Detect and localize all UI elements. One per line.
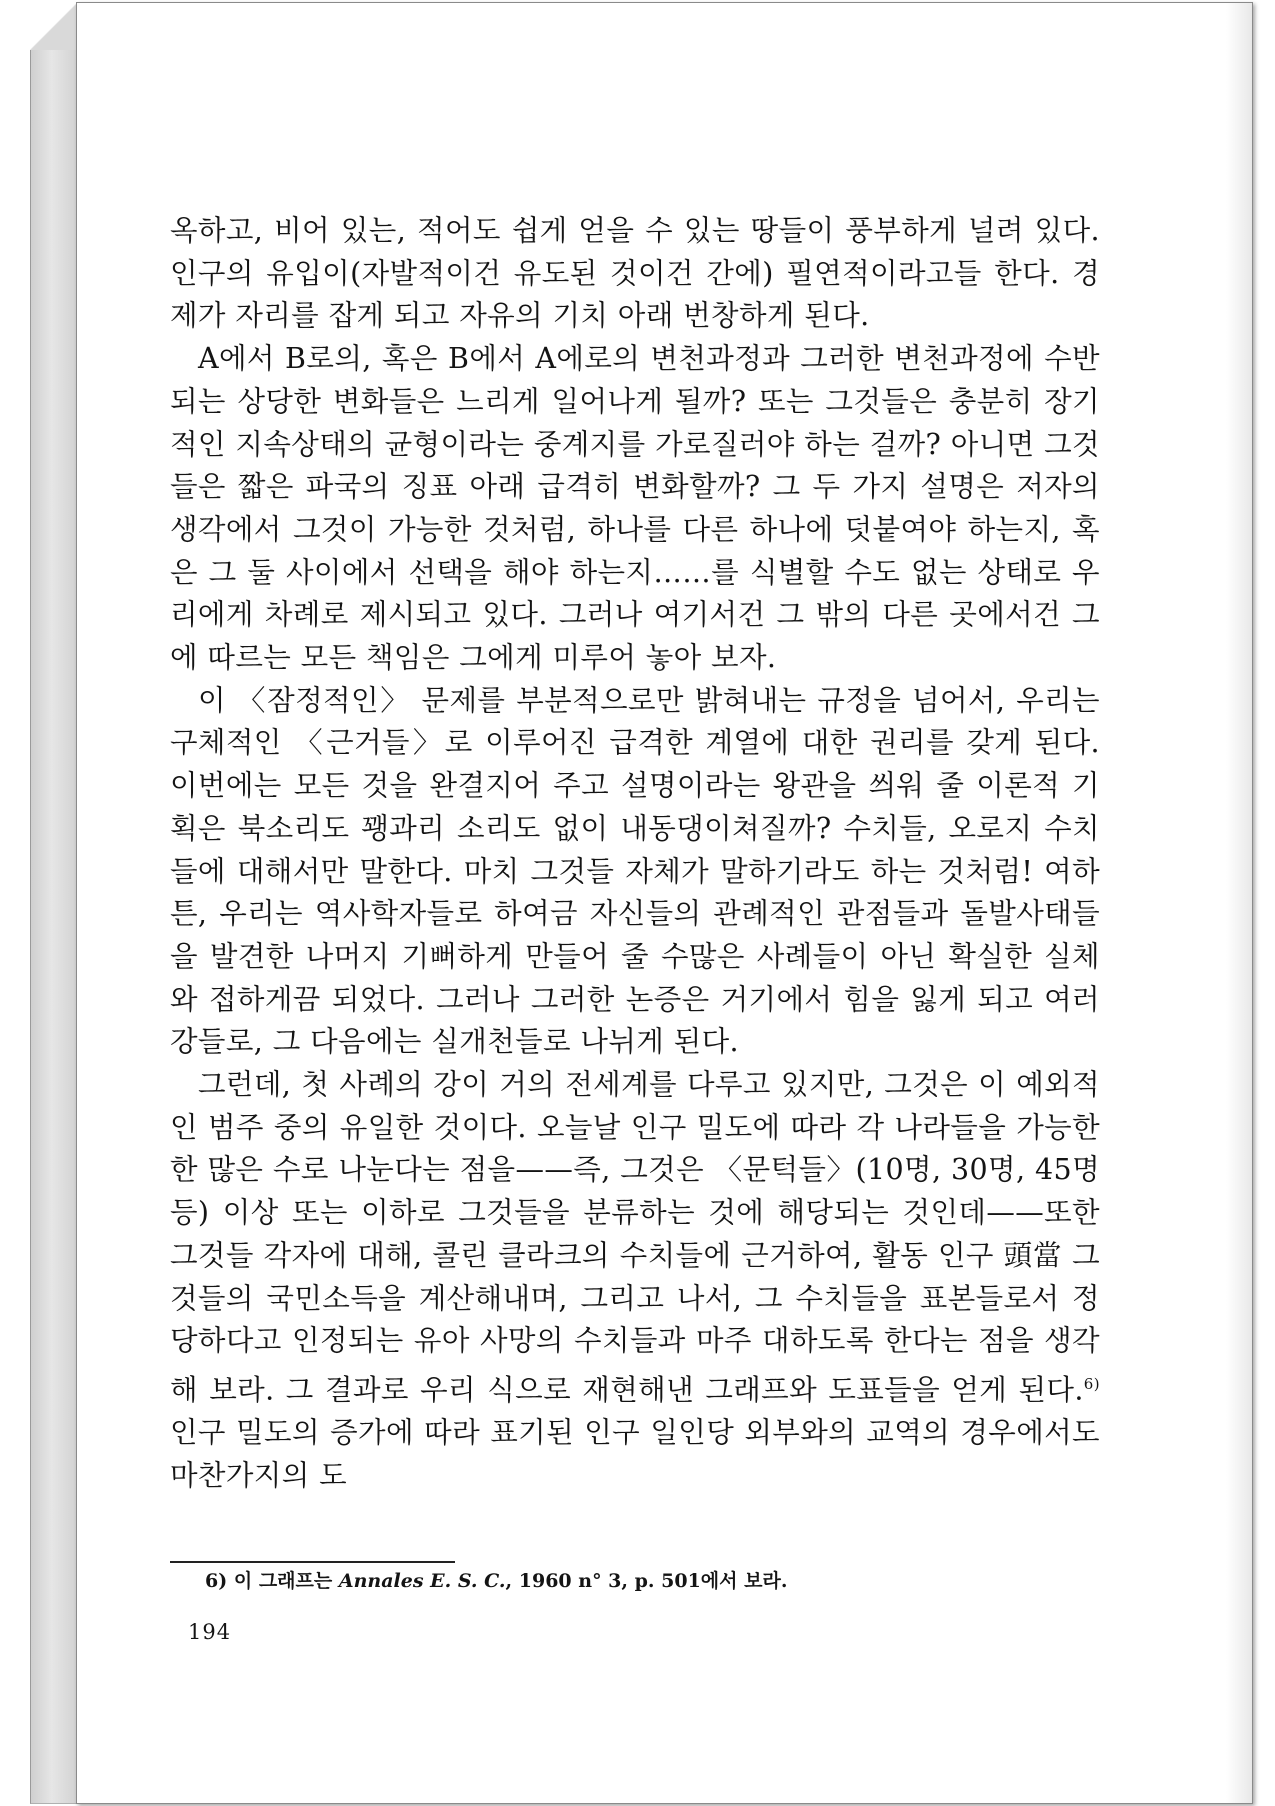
book-spine-corner	[30, 4, 76, 50]
paragraph-2: A에서 B로의, 혹은 B에서 A에로의 변천과정과 그러한 변천과정에 수반되는 상당한 변화들은 느리게 일어나게 될까? 또는 그것들은 충분히 장기적인 지속상태의 균형이라는 중계지를 가로질러야 하는 걸까? 아니면 그것들은 짧은 파국의 징표 아래 급격히 변화할까? 그 두 가지 설명은 저자의 생각에서 그것이 가능한 것처럼, 하나를 다른 하나에 덧붙여야 하는지, 혹은 그 둘 사이에서 선택을 해야 하는지……를 식별할 수도 없는 상태로 우리에게 차례로 제시되고 있다. 그러나 여기서건 그 밖의 다른 곳에서건 그에 따르는 모든 책임은 그에게 미루어 놓아 보자.	[170, 342, 1100, 675]
paragraph-4	[170, 1064, 1100, 1498]
paragraph-1: 옥하고, 비어 있는, 적어도 쉽게 얻을 수 있는 땅들이 풍부하게 널려 있다. 인구의 유입이(자발적이건 유도된 것이건 간에) 필연적이라고들 한다. 경제가 자리를 잡게 되고 자유의 기치 아래 번창하게 된다.	[170, 214, 1100, 333]
footnote-reference: 6)	[1083, 1374, 1100, 1393]
footnote-divider	[170, 1561, 455, 1563]
paragraph-4-text: 그런데, 첫 사례의 강이 거의 전세계를 다루고 있지만, 그것은 이 예외적인 범주 중의 유일한 것이다. 오늘날 인구 밀도에 따라 각 나라들을 가능한 한 많은 수로 나눈다는 점을——즉, 그것은 〈문턱들〉(10명, 30명, 45명 등) 이상 또는 이하로 그것들을 분류하는 것에 해당되는 것인데——또한 그것들 각자에 대해, 콜린 클라크의 수치들에 근거하여, 활동 인구 頭當 그것들의 국민소득을 계산해내며, 그리고 나서, 그 수치들을 표본들로서 정당하다고 인정되는 유아 사망의 수치들과 마주 대하도록 한다는 점을 생각해 보라. 그 결과로 우리 식으로 재현해낸 그래프와 도표들을 얻게 된다.	[170, 1068, 1100, 1407]
paragraph-4-continued: 인구 밀도의 증가에 따라 표기된 인구 일인당 외부와의 교역의 경우에서도 마찬가지의 도	[170, 1416, 1100, 1492]
body-text	[170, 210, 1100, 1498]
footnote-journal-title: Annales E. S. C.	[338, 1570, 506, 1592]
book-spine	[30, 4, 77, 1804]
footnote-citation: , 1960 n° 3, p. 501에서 보라.	[505, 1570, 788, 1592]
footnote	[205, 1566, 1085, 1596]
paragraph-3: 이 〈잠정적인〉 문제를 부분적으로만 밝혀내는 규정을 넘어서, 우리는 구체적인 〈근거들〉로 이루어진 급격한 계열에 대한 권리를 갖게 된다. 이번에는 모든 것을 완결지어 주고 설명이라는 왕관을 씌워 줄 이론적 기획은 북소리도 꽹과리 소리도 없이 내동댕이쳐질까? 수치들, 오로지 수치들에 대해서만 말한다. 마치 그것들 자체가 말하기라도 하는 것처럼! 여하튼, 우리는 역사학자들로 하여금 자신들의 관례적인 관점들과 돌발사태들을 발견한 나머지 기뻐하게 만들어 줄 수많은 사례들이 아닌 확실한 실체와 접하게끔 되었다. 그러나 그러한 논증은 거기에서 힘을 잃게 되고 여러 강들로, 그 다음에는 실개천들로 나뉘게 된다.	[170, 683, 1100, 1059]
footnote-text: 이 그래프는	[233, 1570, 339, 1592]
page-number: 194	[188, 1620, 232, 1644]
page-edge-shade	[1226, 3, 1252, 1803]
footnote-marker: 6)	[205, 1570, 228, 1592]
